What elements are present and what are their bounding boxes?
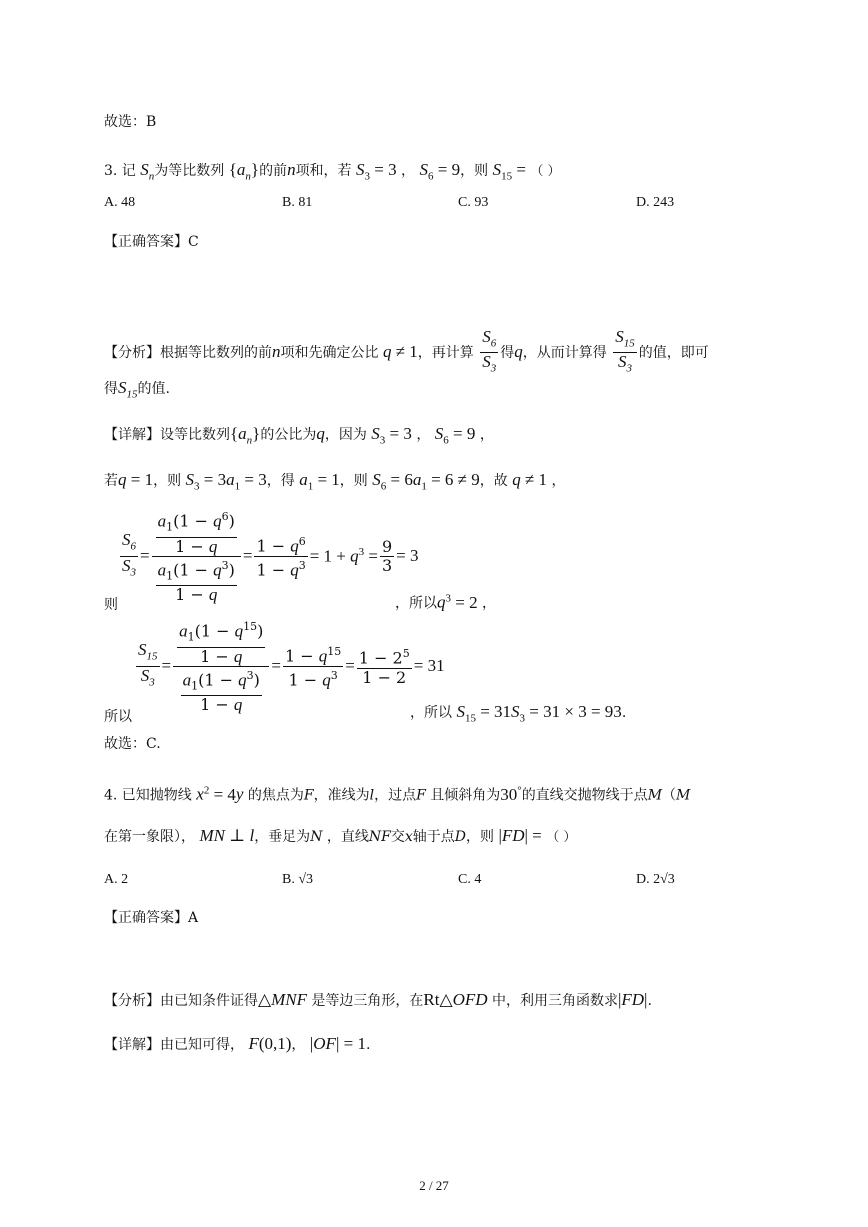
q3-option-b: B. 81: [282, 195, 313, 210]
q3-option-d: D. 243: [636, 195, 675, 210]
q4-option-d: D. 2√3: [636, 872, 675, 887]
label-so: 所以: [104, 709, 132, 725]
q4-detail: 【详解】由已知可得， F(0,1)， |OF| = 1.: [104, 1034, 371, 1053]
q3-case-q1: 若q = 1，则 $S_3 = 3a_1 = 3$，得 $a_1 = 1$，则 $S_6 = 6a_1 = 6 \ne 9$，故 q ≠ 1 ，: [104, 470, 566, 493]
q3-result: ，所以 $S_{15} = 31S_3 = 31 \times 3 = 93$.: [410, 702, 627, 725]
label-then: 则: [104, 597, 118, 613]
equation-s15-s3: $\frac{S_{15}}{S_3}$ = $\frac{\frac{a_1(1 - q^{15})}{1 - q}}{\frac{a_1(1 - q^3)}{1 - q}}$ = $\frac{1 - q^{15}}{1 - q^3}$ = $\frac{1 - 2^5}{1 - 2}$ = 31: [138, 620, 445, 715]
q3-conclusion: 故选：C.: [104, 736, 161, 752]
equation-s6-s3: $\frac{S_6}{S_3}$ = $\frac{\frac{a_1(1 - q^6)}{1 - q}}{\frac{a_1(1 - q^3)}{1 - q}}$ = $\frac{1 - q^6}{1 - q^3}$ = $1 + q^3$ = $\frac{9}{3}$ = 3: [122, 510, 419, 605]
q3-detail: 【详解】设等比数列$\{a_n\}$的公比为q，因为 $S_3 = 3$ ， $S_6 = 9$ ，: [104, 424, 494, 447]
q3-option-c: C. 93: [458, 195, 489, 210]
q4-stem-cont: 在第一象限）， MN ⊥ l，垂足为N ，直线NF交x轴于点D，则 |FD| = （ ）: [104, 826, 577, 845]
q3-analysis-cont: 得$S_{15}$的值.: [104, 378, 170, 401]
q4-option-b: B. √3: [282, 872, 314, 887]
q4-stem: 4. 已知抛物线 $x^2 = 4y$ 的焦点为F，准线为l，过点F 且倾斜角为30°的直线交抛物线于点M（M: [104, 784, 691, 804]
q4-answer: 【正确答案】A: [104, 910, 199, 926]
q3-option-a: A. 48: [104, 195, 136, 210]
q3-q-cubed: ，所以$q^3 = 2$ ，: [395, 592, 497, 612]
q4-analysis: 【分析】由已知条件证得△MNF 是等边三角形，在Rt△OFD 中，利用三角函数求|FD|.: [104, 990, 652, 1009]
q4-option-c: C. 4: [458, 872, 482, 887]
q3-answer: 【正确答案】C: [104, 234, 199, 250]
q3-analysis: 【分析】根据等比数列的前n项和先确定公比 q ≠ 1，再计算 $\frac{S_6}{S_3}$ 得q，从而计算得 $\frac{S_{15}}{S_3}$ 的值，即可: [104, 327, 709, 375]
q4-option-a: A. 2: [104, 872, 129, 887]
page-number: 2 / 27: [419, 1178, 449, 1193]
q3-stem: 3. 记 $S_n$为等比数列 $\{a_n\}$的前n项和，若 $S_3 = 3$ ， $S_6 = 9$，则 $S_{15}$ = （ ）: [104, 160, 561, 183]
q2-conclusion: 故选：B: [104, 114, 157, 130]
